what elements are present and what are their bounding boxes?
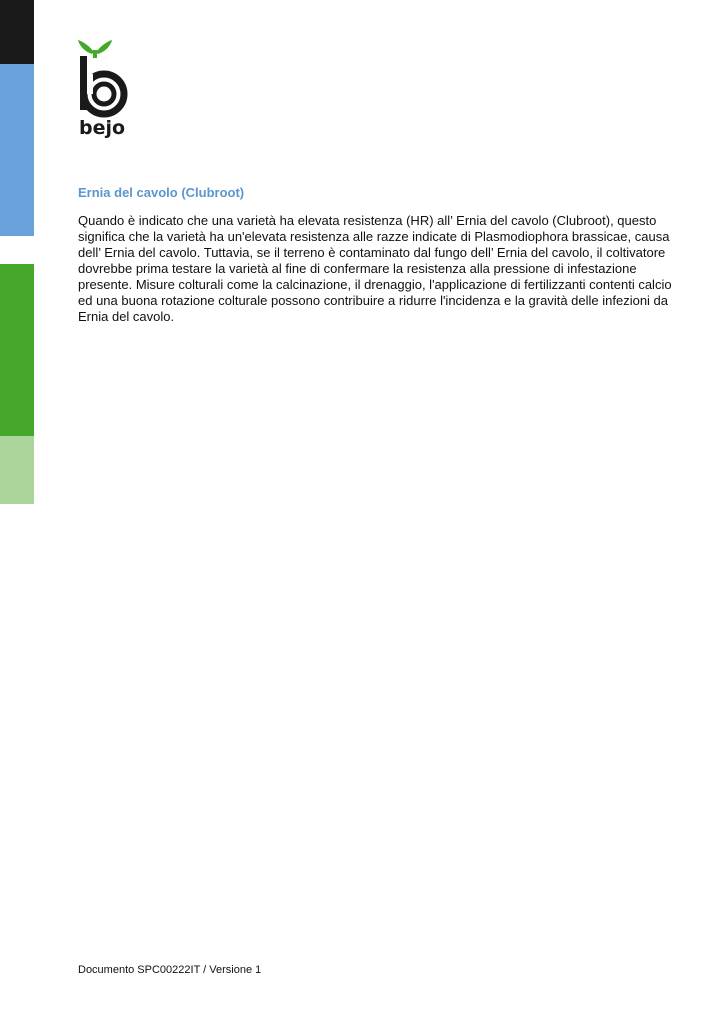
section-title: Ernia del cavolo (Clubroot) <box>78 185 245 200</box>
document-footer: Documento SPC00222IT / Versione 1 <box>78 964 262 976</box>
logo-wordmark: bejo <box>79 117 126 138</box>
side-stripe-black <box>0 0 34 64</box>
bejo-sprout-icon <box>74 38 132 138</box>
bejo-logo <box>74 38 132 138</box>
side-stripe-blue <box>0 64 34 236</box>
section-body: Quando è indicato che una varietà ha elevata resistenza (HR) all’ Ernia del cavolo (Clubroot), questo significa che la varietà ha un'elevata resistenza alle razze indicate di Plasmodiophora brassicae, causa dell’ Ernia del cavolo. Tuttavia, se il terreno è contaminato dal fungo dell’ Ernia del cavolo, il coltivatore dovrebbe prima testare la varietà al fine di confermare la resistenza alla pressione di infestazione presente. Misure colturali come la calcinazione, il drenaggio, l'applicazione di fertilizzanti contenti calcio ed una buona rotazione colturale possono contribuire a ridurre l'incidenza e la gravità delle infezioni da Ernia del cavolo. <box>78 213 672 324</box>
side-stripe-green <box>0 264 34 436</box>
side-stripe-lightgreen <box>0 436 34 504</box>
